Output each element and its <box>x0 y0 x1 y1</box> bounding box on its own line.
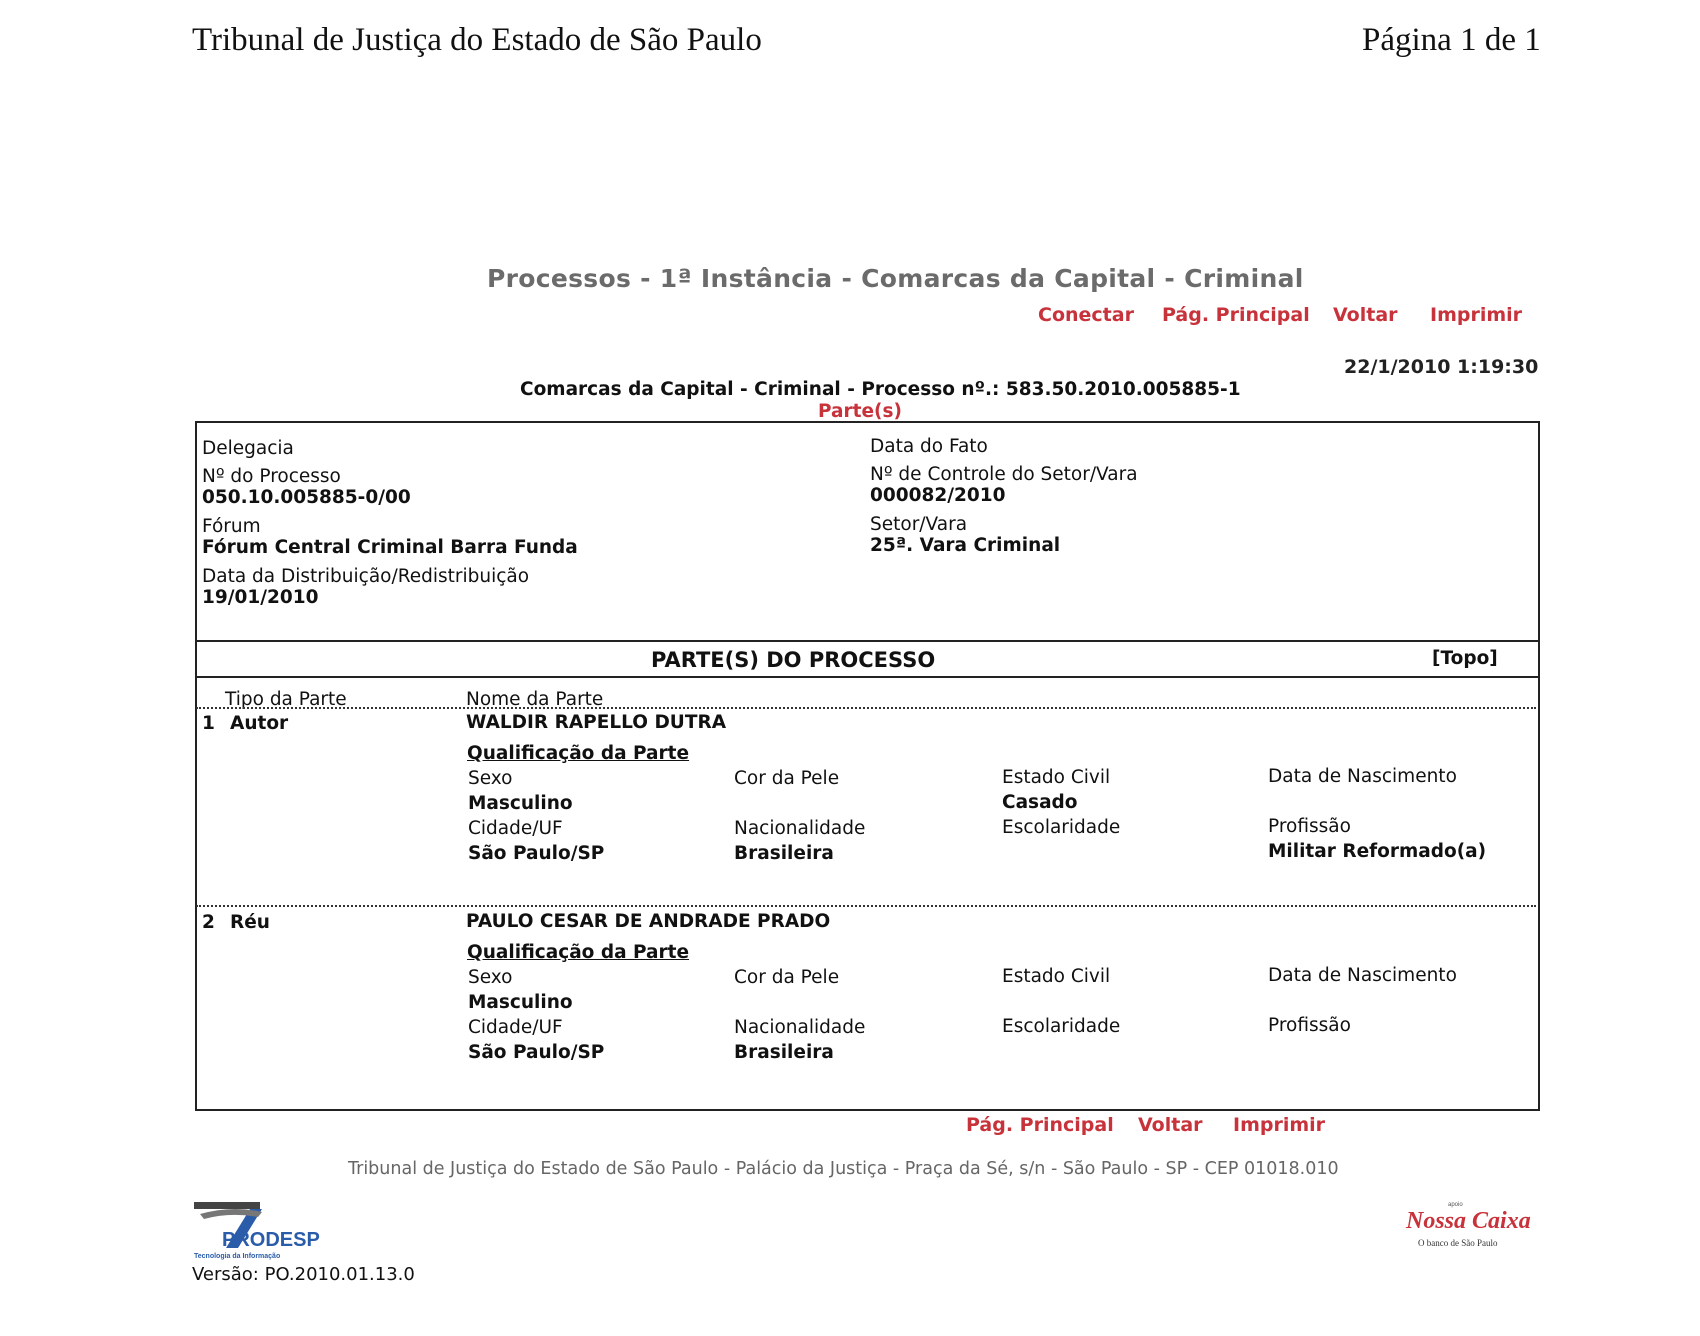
party-nome: PAULO CESAR DE ANDRADE PRADO <box>466 911 831 932</box>
partes-section-title: PARTE(S) DO PROCESSO <box>651 648 936 672</box>
sexo-value: Masculino <box>468 793 573 814</box>
page-title: Processos - 1ª Instância - Comarcas da Capital - Criminal <box>487 264 1304 293</box>
party-dotted-rule <box>196 905 1536 907</box>
cidade-label: Cidade/UF <box>468 1017 563 1038</box>
data-distribuicao-value: 19/01/2010 <box>202 587 319 608</box>
nacionalidade-value: Brasileira <box>734 1042 834 1063</box>
party-tipo: Autor <box>230 713 289 734</box>
profissao-value: Militar Reformado(a) <box>1268 841 1487 862</box>
profissao-label: Profissão <box>1268 1015 1351 1036</box>
estado-civil-value: Casado <box>1002 792 1078 813</box>
print-header-page: Página 1 de 1 <box>1362 22 1541 58</box>
footer-address: Tribunal de Justiça do Estado de São Paulo - Palácio da Justiça - Praça da Sé, s/n - São Paulo - SP - CEP 01018.010 <box>348 1159 1339 1179</box>
col-tipo-header: Tipo da Parte <box>225 689 347 710</box>
data-distribuicao-label: Data da Distribuição/Redistribuição <box>202 566 530 587</box>
cidade-label: Cidade/UF <box>468 818 563 839</box>
print-header-title: Tribunal de Justiça do Estado de São Paulo <box>192 22 762 58</box>
pag-principal-bottom-link[interactable]: Pág. Principal <box>966 1114 1114 1136</box>
num-processo-value: 050.10.005885-0/00 <box>202 487 411 508</box>
prodesp-tagline: Tecnologia da Informação <box>194 1253 281 1260</box>
sexo-label: Sexo <box>468 768 513 789</box>
nossa-caixa-logo <box>1400 1202 1550 1250</box>
delegacia-label: Delegacia <box>202 438 294 459</box>
imprimir-link[interactable]: Imprimir <box>1430 304 1523 326</box>
nossa-caixa-tagline: O banco de São Paulo <box>1418 1238 1498 1248</box>
timestamp: 22/1/2010 1:19:30 <box>1344 356 1539 378</box>
topo-link[interactable]: [Topo] <box>1432 648 1498 669</box>
escolaridade-label: Escolaridade <box>1002 1016 1121 1037</box>
controle-value: 000082/2010 <box>870 485 1006 506</box>
profissao-label: Profissão <box>1268 816 1351 837</box>
cidade-value: São Paulo/SP <box>468 1042 605 1063</box>
pag-principal-link[interactable]: Pág. Principal <box>1162 304 1310 326</box>
section-divider-top <box>196 640 1538 642</box>
qualificacao-heading: Qualificação da Parte <box>467 942 690 963</box>
qualificacao-heading: Qualificação da Parte <box>467 743 690 764</box>
col-nome-header: Nome da Parte <box>466 689 604 710</box>
process-heading: Comarcas da Capital - Criminal - Processo nº.: 583.50.2010.005885-1 <box>520 379 1241 400</box>
header-dotted-rule <box>196 707 1536 709</box>
section-divider-bottom <box>196 676 1538 678</box>
version-label: Versão: PO.2010.01.13.0 <box>192 1264 415 1285</box>
voltar-bottom-link[interactable]: Voltar <box>1138 1114 1203 1136</box>
controle-label: Nº de Controle do Setor/Vara <box>870 464 1138 485</box>
party-index: 2 <box>202 912 215 933</box>
partes-link[interactable]: Parte(s) <box>818 401 902 422</box>
nacionalidade-label: Nacionalidade <box>734 1017 866 1038</box>
party-index: 1 <box>202 713 215 734</box>
data-fato-label: Data do Fato <box>870 436 988 457</box>
nacionalidade-label: Nacionalidade <box>734 818 866 839</box>
prodesp-name: PRODESP <box>222 1229 320 1251</box>
setor-label: Setor/Vara <box>870 514 968 535</box>
nacionalidade-value: Brasileira <box>734 843 834 864</box>
cor-pele-label: Cor da Pele <box>734 768 840 789</box>
sexo-value: Masculino <box>468 992 573 1013</box>
escolaridade-label: Escolaridade <box>1002 817 1121 838</box>
estado-civil-label: Estado Civil <box>1002 966 1111 987</box>
nossa-caixa-name: Nossa Caixa <box>1406 1208 1531 1234</box>
num-processo-label: Nº do Processo <box>202 466 341 487</box>
cidade-value: São Paulo/SP <box>468 843 605 864</box>
sexo-label: Sexo <box>468 967 513 988</box>
estado-civil-label: Estado Civil <box>1002 767 1111 788</box>
party-tipo: Réu <box>230 912 270 933</box>
nascimento-label: Data de Nascimento <box>1268 965 1457 986</box>
party-nome: WALDIR RAPELLO DUTRA <box>466 712 727 733</box>
imprimir-bottom-link[interactable]: Imprimir <box>1233 1114 1326 1136</box>
prodesp-logo <box>192 1200 322 1262</box>
voltar-link[interactable]: Voltar <box>1333 304 1398 326</box>
cor-pele-label: Cor da Pele <box>734 967 840 988</box>
forum-label: Fórum <box>202 516 261 537</box>
setor-value: 25ª. Vara Criminal <box>870 535 1061 556</box>
forum-value: Fórum Central Criminal Barra Funda <box>202 537 578 558</box>
conectar-link[interactable]: Conectar <box>1038 304 1134 326</box>
prodesp-mark-icon <box>192 1200 322 1262</box>
nascimento-label: Data de Nascimento <box>1268 766 1457 787</box>
nossa-caixa-top: apoio <box>1448 1202 1463 1208</box>
